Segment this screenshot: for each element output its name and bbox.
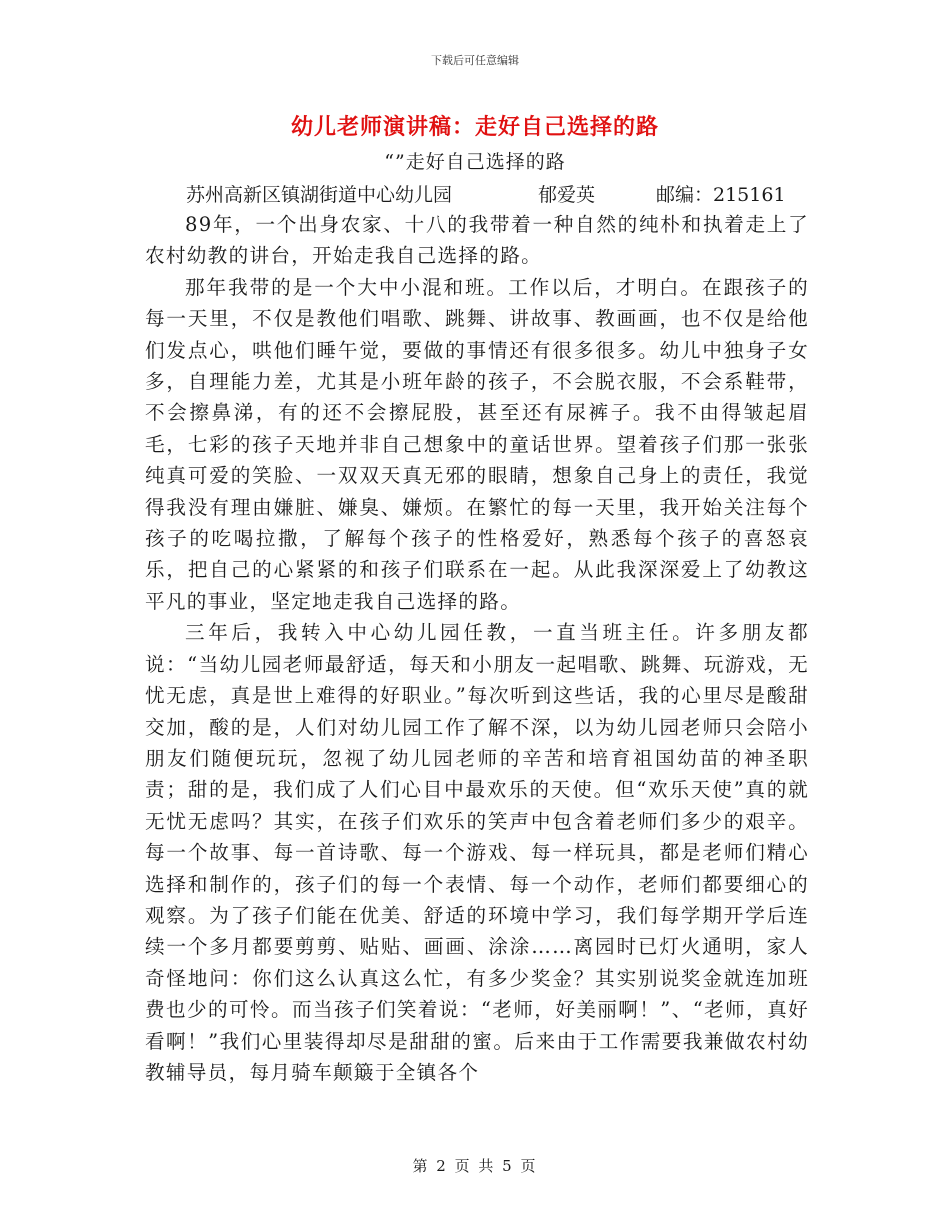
page-footer: 第 2 页 共 5 页 — [412, 1157, 538, 1175]
byline-postcode: 邮编：215161 — [656, 184, 786, 206]
document-title: 幼儿老师演讲稿：走好自己选择的路 — [290, 114, 659, 140]
byline-school: 苏州高新区镇湖街道中心幼儿园 — [186, 184, 453, 206]
paragraph-1: 89年，一个出身农家、十八的我带着一种自然的纯朴和执着走上了农村幼教的讲台，开始走我自己选择的路。 — [145, 213, 809, 268]
document-subtitle: “”走好自己选择的路 — [384, 151, 566, 173]
paragraph-2: 那年我带的是一个大中小混和班。工作以后，才明白。在跟孩子的每一天里，不仅是教他们唱歌、跳舞、讲故事、教画画，也不仅是给他们发点心，哄他们睡午觉，要做的事情还有很多很多。幼儿中独身子女多，自理能力差，尤其是小班年龄的孩子，不会脱衣服，不会系鞋带，不会擦鼻涕，有的还不会擦屁股，甚至还有尿裤子。我不由得皱起眉毛，七彩的孩子天地并非自己想象中的童话世界。望着孩子们那一张张纯真可爱的笑脸、一双双天真无邪的眼睛，想象自己身上的责任，我觉得我没有理由嫌脏、嫌臭、嫌烦。在繁忙的每一天里，我开始关注每个孩子的吃喝拉撒，了解每个孩子的性格爱好，熟悉每个孩子的喜怒哀乐，把自己的心紧紧的和孩子们联系在一起。从此我深深爱上了幼教这平凡的事业，坚定地走我自己选择的路。 — [145, 275, 809, 613]
byline-author: 郁爱英 — [538, 184, 596, 206]
document-body — [145, 209, 809, 1088]
paragraph-3: 三年后，我转入中心幼儿园任教，一直当班主任。许多朋友都说：“当幼儿园老师最舒适，每天和小朋友一起唱歌、跳舞、玩游戏，无忧无虑，真是世上难得的好职业。”每次听到这些话，我的心里尽是酸甜交加，酸的是，人们对幼儿园工作了解不深，以为幼儿园老师只会陪小朋友们随便玩玩，忽视了幼儿园老师的辛苦和培育祖国幼苗的神圣职责；甜的是，我们成了人们心目中最欢乐的天使。但“欢乐天使”真的就无忧无虑吗？其实，在孩子们欢乐的笑声中包含着老师们多少的艰辛。每一个故事、每一首诗歌、每一个游戏、每一样玩具，都是老师们精心选择和制作的，孩子们的每一个表情、每一个动作，老师们都要细心的观察。为了孩子们能在优美、舒适的环境中学习，我们每学期开学后连续一个多月都要剪剪、贴贴、画画、涂涂……离园时已灯火通明，家人奇怪地问：你们这么认真这么忙，有多少奖金？其实别说奖金就连加班费也少的可怜。而当孩子们笑着说：“老师，好美丽啊！”、“老师，真好看啊！”我们心里装得却尽是甜甜的蜜。后来由于工作需要我兼做农村幼教辅导员，每月骑车颠簸于全镇各个 — [145, 621, 809, 1084]
byline — [186, 180, 786, 207]
page-header-note: 下载后可任意编辑 — [431, 54, 519, 67]
